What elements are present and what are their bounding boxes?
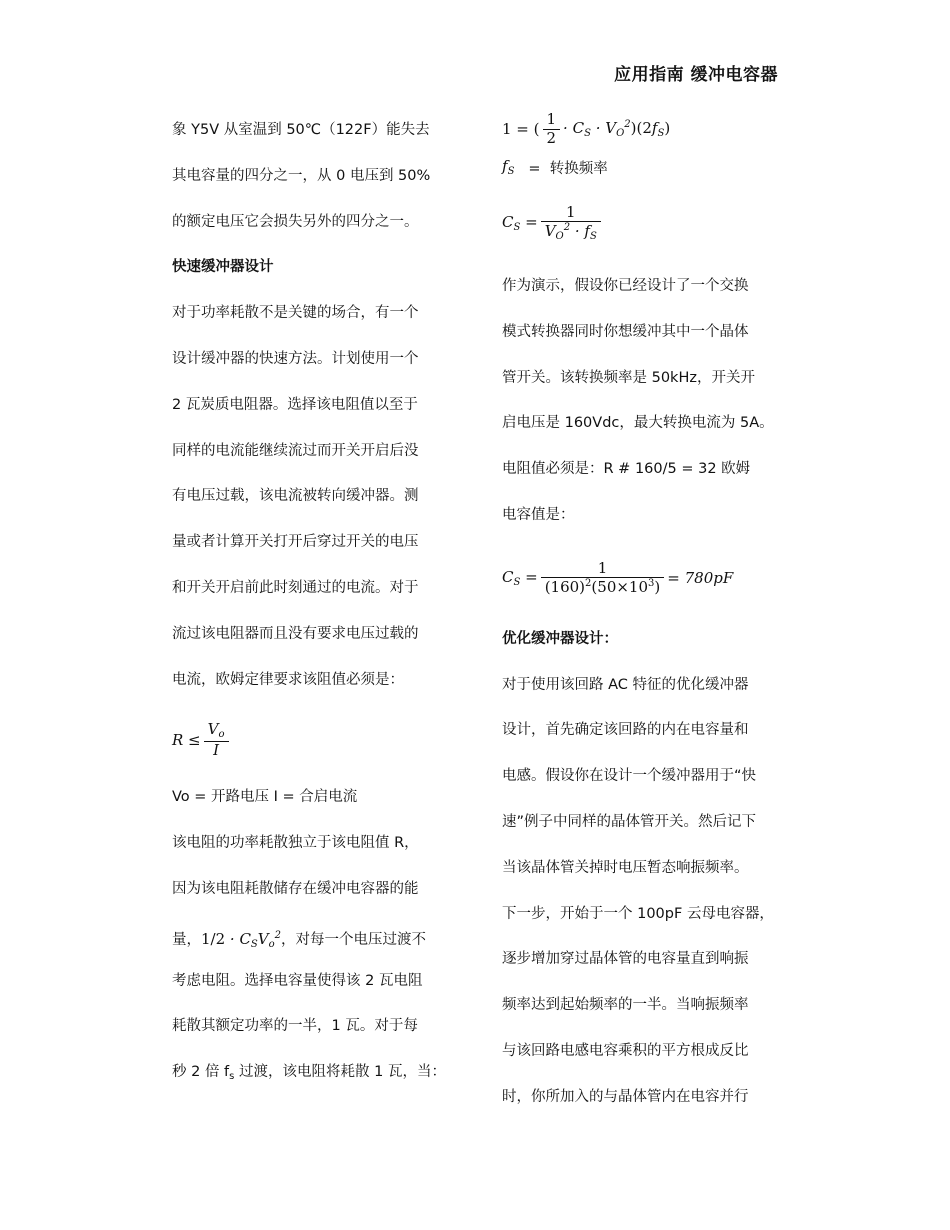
paragraph-line: 与该回路电感电容乘积的平方根成反比	[502, 1042, 749, 1059]
paragraph-line: 速”例子中同样的晶体管开关。然后记下	[502, 813, 757, 830]
paragraph-line: 和开关开启前此时刻通过的电流。对于	[172, 579, 419, 596]
section-heading-fast-snubber: 快速缓冲器设计	[172, 259, 274, 276]
equation-resistance: R ≤ $\frac{V_o}{I}$	[172, 709, 454, 771]
paragraph-line-with-subscript: 秒 2 倍 $f_s$ 过渡，该电阻将耗散 1 瓦，当：	[172, 1064, 446, 1083]
paragraph-line: 当该晶体管关掉时电压暂态响振频率。	[502, 859, 749, 876]
paragraph-line: 下一步，开始于一个 100pF 云母电容器，	[502, 905, 774, 922]
equation-power: 1 = ( $\frac{1}{2}$ · $C_S \cdot V_O^2)(2f_S)$	[502, 110, 671, 147]
fs-symbol: $f_S$	[502, 157, 515, 177]
right-column	[502, 108, 784, 1121]
paragraph-line: 时，你所加入的与晶体管内在电容并行	[502, 1088, 749, 1105]
paragraph-line: 同样的电流能继续流过而开关开启后没	[172, 442, 419, 459]
paragraph-line-with-formula: 量，$1/2 \cdot C_SV_o^2$，对每一个电压过渡不	[172, 929, 427, 950]
paragraph-line: 对于功率耗散不是关键的场合，有一个	[172, 305, 419, 322]
section-heading-optimized-snubber: 优化缓冲器设计：	[502, 630, 618, 647]
page-header: 应用指南 缓冲电容器	[614, 65, 778, 85]
fs-definition: $f_S$ = 转换频率	[502, 150, 784, 188]
paragraph-line: 作为演示，假设你已经设计了一个交换	[502, 278, 749, 294]
paragraph-line: 2 瓦炭质电阻器。选择该电阻值以至于	[172, 396, 418, 413]
paragraph-line: 电流，欧姆定律要求该阻值必须是：	[172, 671, 404, 688]
paragraph-line: 管开关。该转换频率是 50kHz，开关开	[502, 369, 755, 386]
paragraph-line: 电感。假设你在设计一个缓冲器用于“快	[502, 768, 757, 785]
paragraph-line: 启电压是 160Vdc，最大转换电流为 5A。	[502, 415, 774, 432]
equation-capacitance: $C_S$ = $\frac{1}{V_O^2 \cdot f_S}$	[502, 192, 784, 254]
paragraph-line: 的额定电压它会损失另外的四分之一。	[172, 213, 419, 230]
paragraph-line: 该电阻的功率耗散独立于该电阻值 R，	[172, 835, 419, 852]
paragraph-line: 考虑电阻。选择电容量使得该 2 瓦电阻	[172, 972, 423, 989]
paragraph-line: 设计缓冲器的快速方法。计划使用一个	[172, 350, 419, 367]
paragraph-line: 因为该电阻耗散储存在缓冲电容器的能	[172, 880, 419, 897]
paragraph-line: 象 Y5V 从室温到 50℃（122F）能失去	[172, 122, 430, 138]
paragraph-line: 逐步增加穿过晶体管的电容量直到响振	[502, 951, 749, 968]
paragraph-line: 频率达到起始频率的一半。当响振频率	[502, 997, 749, 1014]
definitions-line: Vo = 开路电压 I = 合启电流	[172, 789, 358, 806]
left-column	[172, 108, 454, 1096]
paragraph-line: 量或者计算开关打开后穿过开关的电压	[172, 534, 419, 551]
paragraph-line: 有电压过载，该电流被转向缓冲器。测	[172, 488, 419, 505]
paragraph-line: 模式转换器同时你想缓冲其中一个晶体	[502, 323, 749, 340]
paragraph-line: 流过该电阻器而且没有要求电压过载的	[172, 625, 419, 642]
equation-capacitance-example: $C_S$ = $\frac{1}{(160)^2(50\times 10^3)}$ = 780pF	[502, 558, 734, 596]
paragraph-line: 设计，首先确定该回路的内在电容量和	[502, 722, 749, 739]
paragraph-line: 其电容量的四分之一，从 0 电压到 50%	[172, 167, 431, 184]
paragraph-line: 对于使用该回路 AC 特征的优化缓冲器	[502, 676, 749, 693]
paragraph-line: 电容值是：	[502, 506, 575, 523]
paragraph-line: 电阻值必须是：R # 160/5 = 32 欧姆	[502, 461, 751, 478]
inline-formula-energy: $1/2 \cdot C_SV_o^2$	[201, 929, 282, 950]
paragraph-line: 耗散其额定功率的一半，1 瓦。对于每	[172, 1018, 418, 1035]
